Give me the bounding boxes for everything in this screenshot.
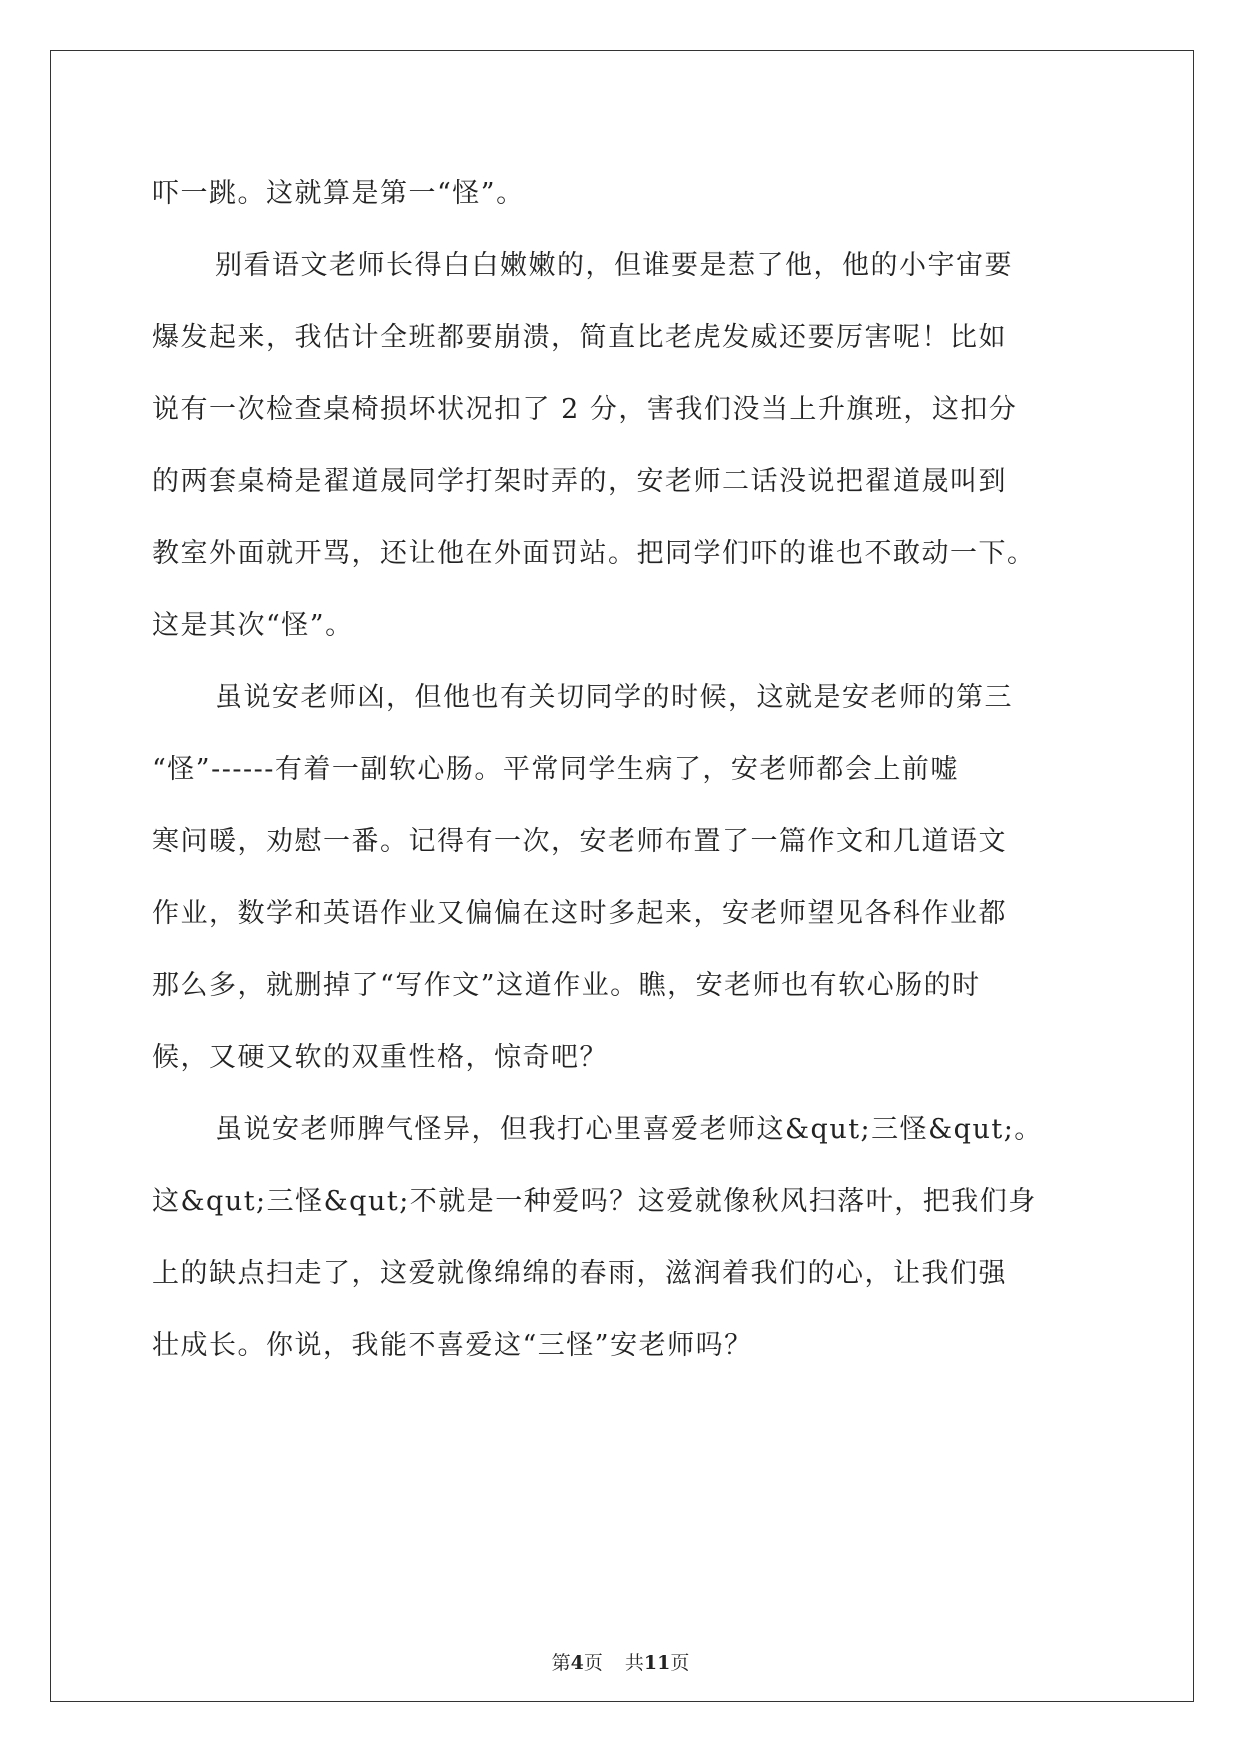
text-line: 说有一次检查桌椅损坏状况扣了 2 分，害我们没当上升旗班，这扣分 [152,394,1018,425]
total-pages: 11 [643,1652,671,1674]
text-line: 的两套桌椅是翟道晟同学打架时弄的，安老师二话没说把翟道晟叫到 [152,466,1007,497]
document-body [152,158,1092,1382]
text-line: 这是其次“怪”。 [152,610,354,641]
text-line: 上的缺点扫走了，这爱就像绵绵的春雨，滋润着我们的心，让我们强 [152,1258,1007,1289]
text-line: 寒问暖，劝慰一番。记得有一次，安老师布置了一篇作文和几道语文 [152,826,1007,857]
text-line: 爆发起来，我估计全班都要崩溃，简直比老虎发威还要厉害呢！比如 [152,322,1007,353]
total-prefix: 共 [624,1652,644,1674]
page-suffix: 页 [583,1652,603,1674]
text-line: 壮成长。你说，我能不喜爱这“三怪”安老师吗？ [152,1330,753,1361]
text-line: 别看语文老师长得白白嫩嫩的，但谁要是惹了他，他的小宇宙要 [215,250,1013,281]
text-line: 教室外面就开骂，还让他在外面罚站。把同学们吓的谁也不敢动一下。 [152,538,1036,569]
text-line: 虽说安老师凶，但他也有关切同学的时候，这就是安老师的第三 [215,682,1013,713]
page-prefix: 第 [551,1652,571,1674]
text-line: “怪”------有着一副软心肠。平常同学生病了，安老师都会上前嘘 [152,754,959,785]
text-line: 这&qut;三怪&qut;不就是一种爱吗？这爱就像秋风扫落叶，把我们身 [152,1186,1037,1217]
page-footer [0,1648,1241,1675]
text-line: 候，又硬又软的双重性格，惊奇吧？ [152,1042,608,1073]
page-number: 4 [570,1652,584,1674]
text-line: 吓一跳。这就算是第一“怪”。 [152,178,525,209]
text-line: 作业，数学和英语作业又偏偏在这时多起来，安老师望见各科作业都 [152,898,1007,929]
total-suffix: 页 [670,1652,690,1674]
text-line: 虽说安老师脾气怪异，但我打心里喜爱老师这&qut;三怪&qut;。 [215,1114,1043,1145]
text-line: 那么多，就删掉了“写作文”这道作业。瞧，安老师也有软心肠的时 [152,970,981,1001]
